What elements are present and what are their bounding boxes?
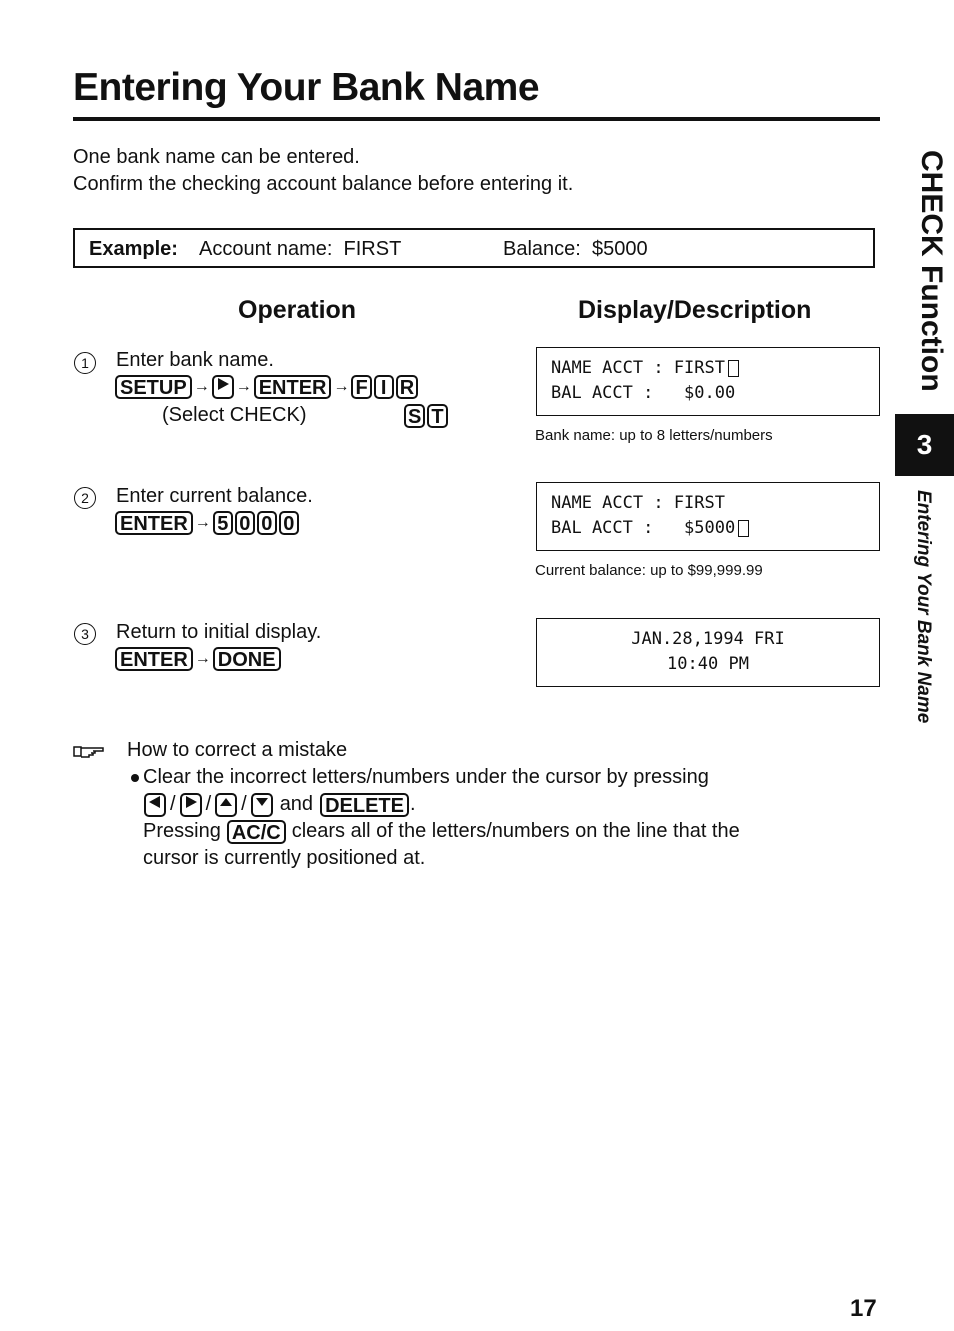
page-number: 17 <box>850 1295 877 1322</box>
lcd-3-line-2: 10:40 PM <box>667 654 749 674</box>
lcd-1-line-2: BAL ACCT : $0.00 <box>551 383 736 403</box>
down-arrow-key <box>251 793 273 817</box>
lcd-3-line-1: JAN.28,1994 FRI <box>631 629 785 649</box>
lcd-1-line-1: NAME ACCT : FIRST <box>551 358 725 378</box>
title-divider <box>73 117 880 121</box>
step-2-keys <box>114 511 300 535</box>
example-balance: Balance: $5000 <box>503 238 648 260</box>
lcd-display-2 <box>536 482 880 551</box>
hint-line-3: clears all of the letters/numbers on the line that the <box>291 820 740 842</box>
arrow-icon: → <box>194 514 211 531</box>
lcd-display-1 <box>536 347 880 416</box>
arrow-icon: → <box>235 378 252 395</box>
lcd-display-3 <box>536 618 880 687</box>
letter-key: T <box>427 404 447 428</box>
step-1-number: 1 <box>74 352 96 374</box>
slash-separator: / <box>170 793 176 815</box>
section-side-label: CHECK Function <box>915 150 948 392</box>
acc-key: AC/C <box>227 820 286 844</box>
cursor-icon <box>728 360 739 377</box>
setup-key: SETUP <box>115 375 192 399</box>
step-1-text: Enter bank name. <box>116 349 274 371</box>
right-arrow-key <box>212 375 234 399</box>
right-arrow-key <box>180 793 202 817</box>
letter-key: S <box>404 404 425 428</box>
intro-line-2: Confirm the checking account balance before entering it. <box>73 173 574 195</box>
arrow-icon: → <box>193 378 210 395</box>
page-title: Entering Your Bank Name <box>73 66 540 109</box>
hint-line-4: cursor is currently positioned at. <box>143 847 426 869</box>
example-label: Example: <box>89 238 178 260</box>
slash-separator: / <box>241 793 247 815</box>
bullet-icon <box>131 774 139 782</box>
letter-key: R <box>396 375 418 399</box>
down-triangle-icon <box>255 795 269 809</box>
right-triangle-icon <box>216 377 230 391</box>
operation-heading: Operation <box>238 296 357 324</box>
slash-separator: / <box>205 793 212 815</box>
lcd-2-line-1: NAME ACCT : FIRST <box>551 493 725 513</box>
cursor-icon <box>738 520 749 537</box>
digit-key: 0 <box>235 511 255 535</box>
step-1-keys <box>114 375 419 399</box>
hint-section <box>73 737 873 872</box>
example-box <box>73 228 875 268</box>
left-triangle-icon <box>148 795 162 809</box>
step-2-number: 2 <box>74 487 96 509</box>
step-3-text: Return to initial display. <box>116 621 322 643</box>
chapter-tab: 3 <box>895 414 954 476</box>
right-triangle-icon <box>184 795 198 809</box>
lcd-2-line-2: BAL ACCT : $5000 <box>551 518 736 538</box>
display-heading: Display/Description <box>578 296 812 324</box>
up-arrow-key <box>215 793 237 817</box>
left-arrow-key <box>144 793 166 817</box>
subsection-side-label: Entering Your Bank Name <box>913 490 934 724</box>
digit-key: 5 <box>213 511 233 535</box>
example-account: Account name: FIRST <box>199 238 402 260</box>
hint-line-1: Clear the incorrect letters/numbers under the cursor by pressing <box>143 766 709 788</box>
arrow-icon: → <box>333 378 350 395</box>
step-2-text: Enter current balance. <box>116 485 313 507</box>
hint-heading: How to correct a mistake <box>127 739 348 761</box>
enter-key: ENTER <box>115 511 193 535</box>
digit-key: 0 <box>279 511 299 535</box>
arrow-icon: → <box>194 650 211 667</box>
hint-and: and <box>279 793 314 815</box>
done-key: DONE <box>213 647 281 671</box>
hint-pressing: Pressing <box>143 820 221 842</box>
letter-key: I <box>374 375 394 399</box>
period: . <box>409 793 416 815</box>
letter-key: F <box>351 375 371 399</box>
up-triangle-icon <box>219 795 233 809</box>
intro-line-1: One bank name can be entered. <box>73 146 360 168</box>
enter-key: ENTER <box>254 375 332 399</box>
step-3-keys <box>114 647 282 671</box>
step-3-number: 3 <box>74 623 96 645</box>
lcd-1-caption: Bank name: up to 8 letters/numbers <box>535 427 773 444</box>
step-1-keys-2 <box>403 404 449 428</box>
step-1-note: (Select CHECK) <box>162 404 307 426</box>
lcd-2-caption: Current balance: up to $99,999.99 <box>535 562 763 579</box>
digit-key: 0 <box>257 511 277 535</box>
delete-key: DELETE <box>320 793 409 817</box>
enter-key: ENTER <box>115 647 193 671</box>
pointing-hand-icon <box>73 743 107 759</box>
